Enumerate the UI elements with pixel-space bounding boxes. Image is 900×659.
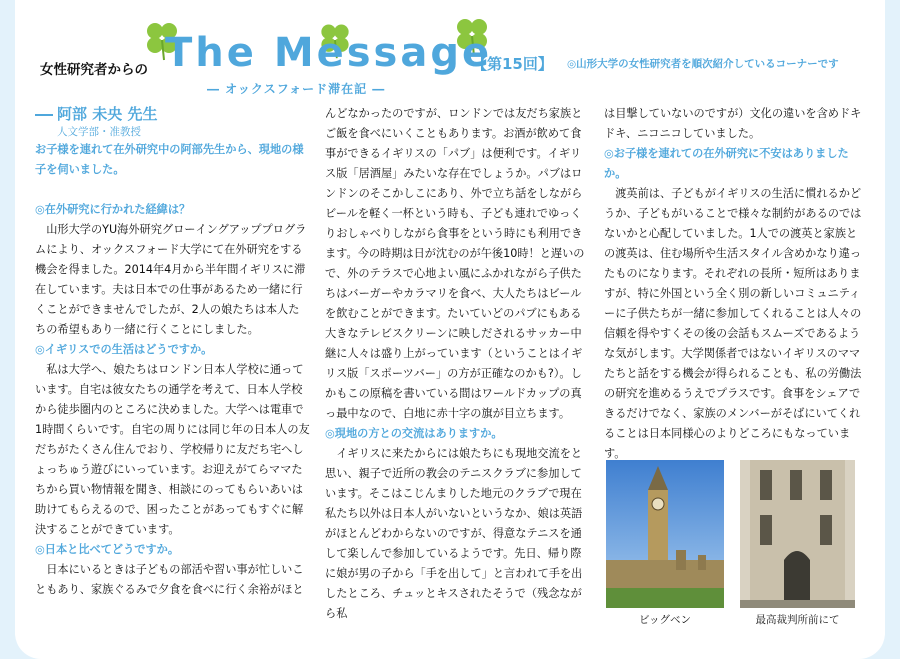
- answer-paragraph: は目撃していないのですが）文化の違いを含めドキドキ、ニコニコしていました。: [604, 107, 862, 140]
- photo-caption: ビッグベン: [638, 614, 692, 626]
- question-heading: ◎日本と比べてどうですか。: [35, 543, 180, 556]
- page-subtitle: ― オックスフォード滞在記 ―: [207, 82, 386, 96]
- answer-paragraph: んどなかったのですが、ロンドンでは友だち家族とご飯を食べにいくこともあります。お酒が飲めて食事ができるイギリスの「パブ」は便利です。イギリス版「居酒屋」みたいな存在でしょうか。パブはロンドンのそこかしこにあり、外で立ち話をしながらビールを軽く一杯という時も、子ども連れでゆっくりおしゃべりしながら食事をという時にも利用できます。今の時期は日が沈むのが午後10時！と遅いので、外のテラスで心地よい風にふかれながら子供たちはバーガーやカラマリを食べ、大人たちはビールを飲むことができます。たいていどのパブにもある大きなテレビスクリーンに映しだされるサッカー中継に人々は盛り上がっています（ということはイギリス版「スポーツバー」の方が正確なのかも?）。しかもこの原稿を書いている間はワールドカップの真っ最中なので、白地に赤十字の旗が目立ちます。: [325, 107, 585, 420]
- author-name: 阿部 未央 先生: [35, 104, 310, 124]
- answer-paragraph: 渡英前は、子どもがイギリスの生活に慣れるかどうか、子どもがいることで様々な制約があるのではないかと心配していました。1人での渡英と家族との渡英は、住む場所や生活スタイル含めかなり違ったものになります。それぞれの長所・短所はありますが、特に外国という全く別の新しいコミュニティーに子供たちが一緒に参加してくれることは人々の信頼を得やすくその後の会話もスムーズであるような気がします。大学関係者ではないイギリスのママたちと話をする機会が得られることも、私の労働法の研究を進めるうえでプラスです。食事をシェアできるだけでなく、家族のメンバーがそばにいてくれることは日本同様心のよりどころにもなっています。: [604, 187, 862, 460]
- tagline: ◎山形大学の女性研究者を順次紹介しているコーナーです: [567, 58, 839, 70]
- answer-paragraph: 山形大学のYU海外研究グローイングアッププログラムにより、オックスフォード大学にて在外研究をする機会を得ました。2014年4月から半年間イギリスに滞在しています。夫は日本での仕事があるため一緒に行くことができませんでしたが、2人の娘たちは本人たちの希望もあり一緒に行くことにしました。: [35, 223, 307, 336]
- article-column-3: [604, 104, 866, 464]
- page: [15, 0, 885, 659]
- intro-text: お子様を連れて在外研究中の阿部先生から、現地の様子を伺いました。: [35, 143, 304, 176]
- question-heading: ◎お子様を連れての在外研究に不安はありましたか。: [604, 147, 849, 180]
- question-heading: ◎現地の方との交流はありますか。: [325, 427, 503, 440]
- photo-caption: 最高裁判所前にて: [755, 614, 840, 626]
- answer-paragraph: 私は大学へ、娘たちはロンドン日本人学校に通っています。自宅は彼女たちの通学を考えて、日本人学校から徒歩圏内のところに決めました。大学へは電車で1時間くらいです。自宅の周りには同じ年の日本人の友だちがたくさん住んでおり、学校帰りに友だち宅へしょっちゅう遊びにいっています。お迎えがてらママたちから買い物情報を聞き、相談にのってもらいあいは助けてもらえるので、困ったことがあってもすぐに解決することができています。: [35, 363, 310, 536]
- answer-paragraph: イギリスに来たからには娘たちにも現地交流をと思い、親子で近所の教会のテニスクラブに参加しています。そこはこじんまりした地元のクラブで現在私たち以外は日本人がいないというなか、娘は英語がほとんどわからないのですが、得意なテニスを通して楽しんで参加しているようです。先日、帰り際に娘が男の子から「手を出して」と言われて手を出したところ、チュッとキスされたそうで（残念ながら私: [325, 447, 583, 620]
- issue-number: 【第15回】: [472, 55, 553, 73]
- article-column-2: [325, 104, 591, 624]
- answer-paragraph: 日本にいるときは子どもの部活や習い事が忙しいこともあり、家族ぐるみで夕食を食べに行く余裕がほと: [35, 563, 304, 596]
- question-heading: ◎イギリスでの生活はどうですか。: [35, 343, 213, 356]
- author-department: 人文学部・准教授: [57, 126, 141, 138]
- page-title: The Message: [165, 30, 493, 76]
- article-column-1: [35, 104, 310, 600]
- big-ben-photo: [606, 460, 724, 608]
- supreme-court-photo: [740, 460, 855, 608]
- question-heading: ◎在外研究に行かれた経緯は？: [35, 203, 191, 216]
- series-label: 女性研究者からの: [40, 62, 148, 78]
